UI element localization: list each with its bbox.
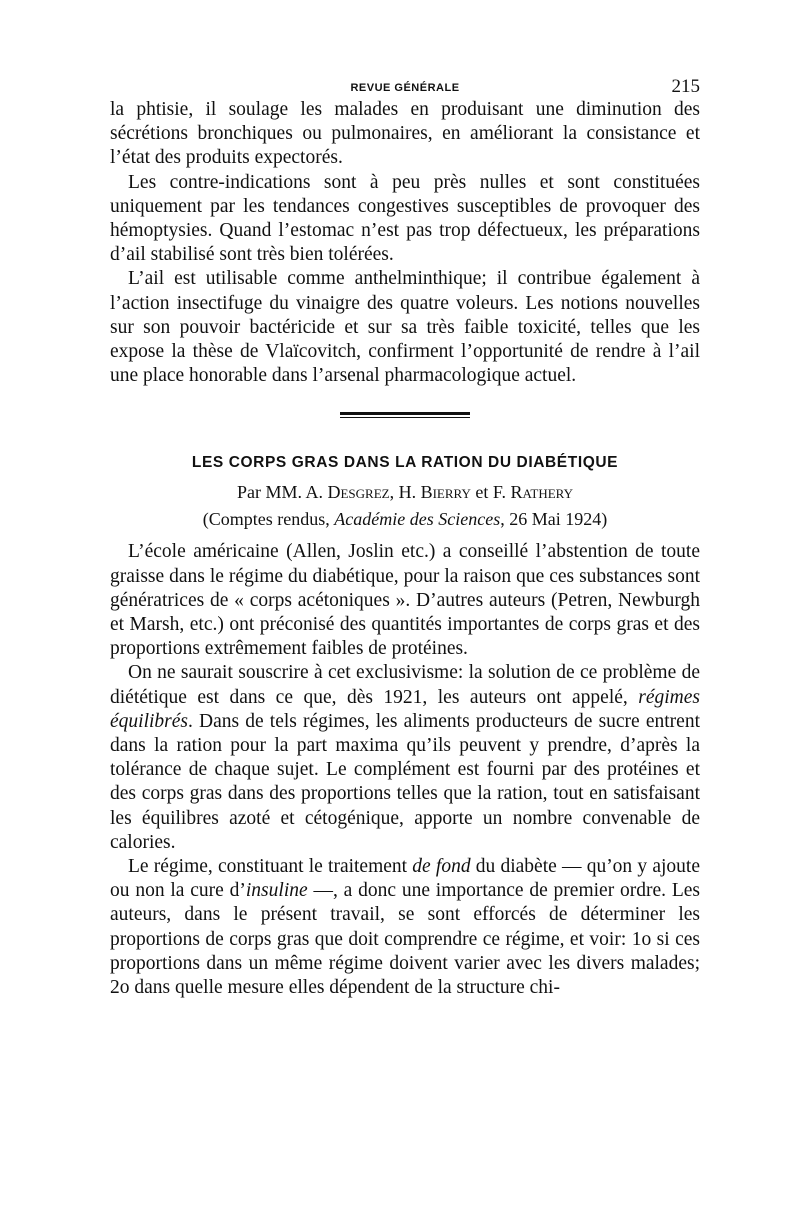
article-authors (110, 482, 700, 503)
source-journal: Académie des Sciences (334, 509, 501, 530)
paragraph-ail-utilisable: L’ail est utilisable comme anthelminthique; il contribue également à l’action insectifuge du vinaigre des quatre voleurs. Les notions nouvelles sur son pouvoir bactéricide et sur sa très faible toxicité, telles que les expose la thèse de Vlaïcovitch, confirment l’opportunité de rendre à l’ail une place honorable dans l’arsenal pharmacologique actuel. (110, 268, 700, 387)
section-divider (340, 412, 470, 418)
page-number: 215 (671, 76, 700, 97)
authors-separator: , H. (389, 482, 421, 503)
divider-thin-line (340, 417, 470, 418)
running-title: REVUE GÉNÉRALE (350, 82, 460, 94)
text-span: On ne saurait souscrire à cet exclusivisme: la solution de ce problème de diététique est dans ce que, dès 1921, les auteurs ont appelé, (110, 662, 700, 708)
paragraph-phtisie: la phtisie, il soulage les malades en produisant une diminution des sécrétions bronchiques ou pulmonaires, en améliorant la consistance et l’état des produits expectorés. (110, 99, 700, 169)
author-rathery: Rathery (510, 482, 574, 503)
article-source (110, 509, 700, 530)
authors-separator: et F. (470, 482, 511, 503)
divider-thick-line (340, 412, 470, 415)
text-span: —, a donc une importance de premier ordre. Les auteurs, dans le présent travail, se sont efforcés de déterminer les proportions de corps gras que doit comprendre ce régime, et voir: 1o si ces proportions dans un même régime doivent varier avec les divers malades; 2o dans quelle mesure elles dépendent de la structure chi- (110, 880, 700, 999)
authors-prefix: Par MM. A. (236, 482, 328, 503)
paragraph-contre-indications: Les contre-indications sont à peu près nulles et sont constituées uniquement par les tendances congestives susceptibles de provoquer des hémoptysies. Quand l’estomac n’est pas trop défectueux, les préparations d’ail stabilisé sont très bien tolérées. (110, 171, 700, 266)
paragraph-regime-traitement (110, 855, 700, 1000)
paragraph-regimes-equilibres (110, 661, 700, 855)
paragraph-ecole-americaine: L’école américaine (Allen, Joslin etc.) a conseillé l’abstention de toute graisse dans le régime du diabétique, pour la raison que ces substances sont génératrices de « corps acétoniques ». D’autres auteurs (Petren, Newburgh et Marsh, etc.) ont préconisé des quantités importantes de corps gras et des proportions extrêmement faibles de protéines. (110, 541, 700, 660)
text-span: du diabète — qu’on y ajoute ou non la cure d’ (110, 856, 700, 902)
emphasis-de-fond: de fond (412, 856, 471, 878)
document-page (110, 76, 700, 1000)
source-prefix: (Comptes rendus, (202, 509, 335, 530)
emphasis-insuline: insuline (245, 880, 308, 902)
emphasis-regimes-equilibres: régimes équilibrés (110, 686, 700, 732)
article-title: LES CORPS GRAS DANS LA RATION DU DIABÉTIQUE (191, 454, 619, 472)
running-head (110, 76, 700, 98)
text-span: . Dans de tels régimes, les aliments producteurs de sucre entrent dans la ration pour la part maxima qu’ils peuvent y prendre, d’après la tolérance de chaque sujet. Le complément est fourni par des protéines et des corps gras dans des proportions telles que la ration, tout en satisfaisant les équilibres azoté et cétogénique, apporte un nombre convenable de calories. (110, 710, 700, 853)
text-span: Le régime, constituant le traitement (128, 856, 413, 878)
author-bierry: Bierry (420, 482, 471, 503)
author-desgrez: Desgrez (327, 482, 390, 503)
source-suffix: , 26 Mai 1924) (500, 509, 608, 530)
